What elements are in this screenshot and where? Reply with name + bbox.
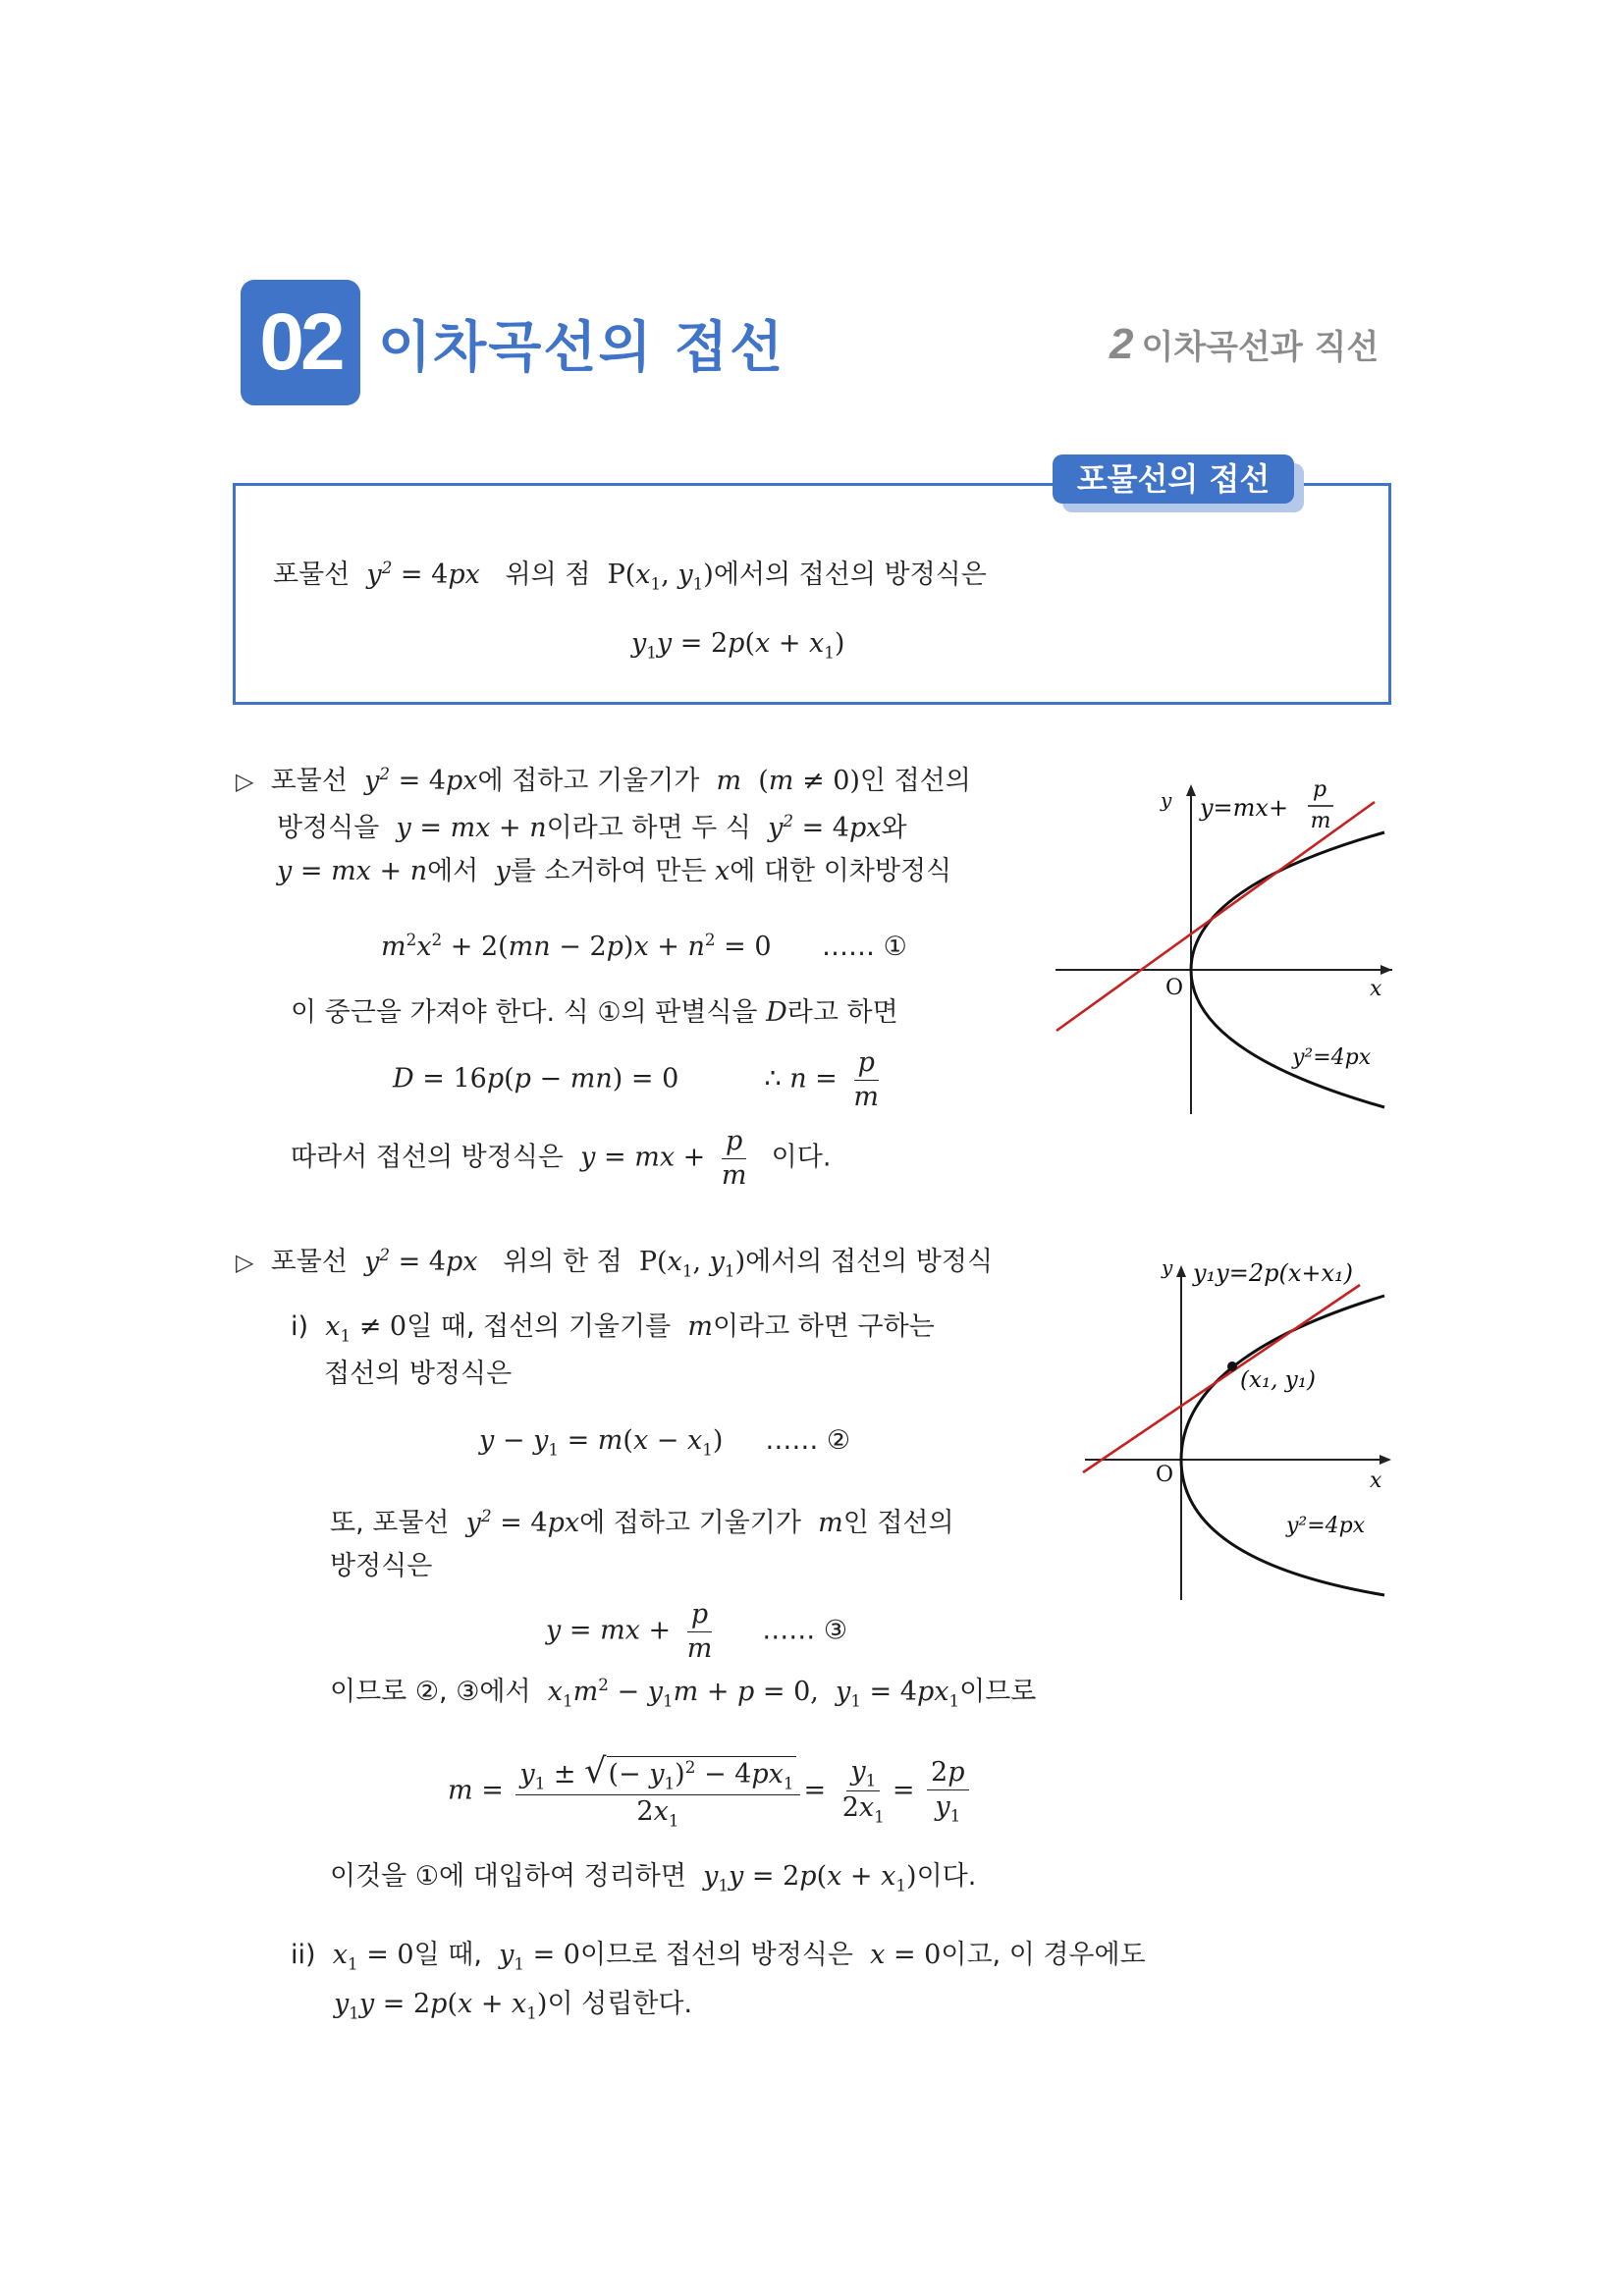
part1-equation-1: $m^2x^2 + 2(mn - 2p)x + n^2 = 0$ …… ① [381, 930, 907, 962]
parabola-curve [1181, 1296, 1384, 1595]
summary-box [233, 483, 1391, 705]
parabola-label: y²=4px [1292, 1045, 1372, 1070]
tangent-frac-denominator: m [1310, 809, 1331, 833]
part1-line1: ▷ 포물선 $y^2 = 4px$에 접하고 기울기가 m (m ≠ 0)인 접선의 [236, 764, 971, 796]
tangent-graph-1 [1051, 780, 1394, 1119]
origin-label: O [1156, 1463, 1174, 1487]
tangent-frac-numerator: p [1312, 780, 1327, 802]
box-label: 포물선의 접선 [1053, 454, 1294, 504]
triangle-bullet-icon: ▷ [236, 1249, 254, 1276]
part2-since-line: 이므로 ②, ③에서 $x_1m^2 - y_1m + p = 0$, $y_1 = 4px_1$이므로 [330, 1675, 1037, 1711]
origin-label: O [1165, 976, 1184, 1000]
section-number: 2 [1110, 320, 1134, 368]
part2-line1: ▷ 포물선 $y^2 = 4px$ 위의 한 점 $P(x_1$, $y_1$)에서의 접선의 방정식 [236, 1245, 994, 1281]
point-label: (x₁, y₁) [1240, 1367, 1316, 1393]
tangent-line [1056, 802, 1375, 1031]
box-statement: 포물선 $y^2 = 4px$ 위의 점 $P(x_1$, $y_1$)에서의 접선의 방정식은 [273, 558, 987, 594]
tangent-graph-2 [1075, 1252, 1399, 1605]
part2-equation-2: $y - y_1 = m(x - x_1)$ …… ② [479, 1425, 851, 1460]
part1-discriminant: D = 16p(p − mn) = 0 ∴ n = $\frac{p}{m}$ [393, 1047, 880, 1112]
part2-case-i-line2: 접선의 방정식은 [324, 1359, 513, 1389]
x-axis-label: x [1370, 977, 1382, 1001]
y-axis-label: y [1161, 788, 1172, 812]
part1-line4: 이 중근을 가져야 한다. 식 ①의 판별식을 D라고 하면 [291, 997, 898, 1028]
part2-also-line2: 방정식은 [330, 1551, 433, 1581]
part2-slope-equation: m = $\frac{y_1 \pm √(- y_1)^2 - 4px_1}{2x_1}$ = $\frac{y_1}{2x_1}$ = $\frac{2p}{y_1}$ [448, 1753, 973, 1830]
part2-substitute-line: 이것을 ①에 대입하여 정리하면 $y_1y = 2p(x + x_1)$이다. [330, 1861, 977, 1896]
tangent-line-label: y₁y=2p(x+x₁) [1193, 1259, 1354, 1287]
part2-case-ii-line2: $y_1y = 2p(x + x_1)$이 성립한다. [334, 1989, 693, 2023]
triangle-bullet-icon: ▷ [236, 768, 254, 795]
part1-line3: y = mx + n에서 y를 소거하여 만든 x에 대한 이차방정식 [277, 856, 952, 886]
tangent-line [1083, 1285, 1360, 1472]
box-formula: $y_1y = 2p(x + x_1)$ [631, 628, 845, 663]
part1-line6: 따라서 접선의 방정식은 y = mx + $\frac{p}{m}$ 이다. [291, 1126, 832, 1191]
x-axis-label: x [1370, 1468, 1382, 1493]
tangent-point [1227, 1362, 1237, 1371]
part2-equation-3: y = mx + $\frac{p}{m}$ …… ③ [546, 1599, 848, 1664]
part2-case-i: i) $x_1 \ne 0$일 때, 접선의 기울기를 m이라고 하면 구하는 [291, 1311, 935, 1346]
part1-line2: 방정식을 y = mx + n이라고 하면 두 식 $y^2 = 4px$와 [277, 811, 907, 843]
x-axis-arrow-icon [1380, 1455, 1391, 1465]
page-title: 이차곡선의 접선 [378, 316, 785, 380]
x-axis-arrow-icon [1380, 965, 1392, 975]
section-tag [1110, 320, 1379, 369]
y-axis-arrow-icon [1186, 784, 1196, 796]
part2-also-line1: 또, 포물선 $y^2 = 4px$에 접하고 기울기가 m인 접선의 [330, 1506, 954, 1538]
y-axis-arrow-icon [1176, 1265, 1186, 1277]
parabola-label: y²=4px [1286, 1514, 1366, 1538]
y-axis-label: y [1162, 1255, 1173, 1279]
chapter-number-badge: 02 [241, 280, 360, 405]
tangent-line-label: y=mx+ [1200, 794, 1289, 822]
section-title: 이차곡선과 직선 [1141, 328, 1380, 367]
part2-case-ii: ii) $x_1 = 0$일 때, $y_1 = 0$이므로 접선의 방정식은 x = 0이고, 이 경우에도 [291, 1940, 1146, 1974]
